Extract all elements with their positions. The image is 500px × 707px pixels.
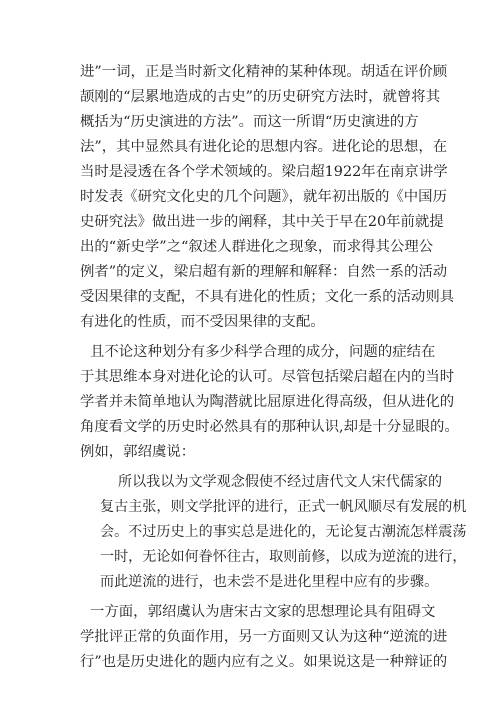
paragraph-line: 于其思维本身对进化论的认可。尽管包括梁启超在内的当时 [80, 369, 455, 385]
paragraph-line: 概括为“历史演进的方法”。而这一所谓“历史演进的方 [80, 114, 419, 130]
paragraph-line: 例者”的定义，梁启超有新的理解和解释：自然一系的活动 [80, 264, 448, 280]
paragraph-line: 例如，郭绍虞说： [80, 444, 196, 460]
paragraph-line: 进”一词，正是当时新文化精神的某种体现。胡适在评价顾 [80, 64, 448, 80]
paragraph-line: 时发表《研究文化史的几个问题》，就年初出版的《中国历 [80, 189, 447, 205]
paragraph-line: 且不论这种划分有多少科学合理的成分，问题的症结在 [90, 344, 436, 360]
quote-line: 所以我以为文学观念假使不经过唐代文人宋代儒家的 [118, 474, 443, 490]
quote-line: 复古主张，则文学批评的进行，正式一帆风顺尽有发展的机 [100, 499, 467, 515]
paragraph-line: 有进化的性质，而不受因果律的支配。 [80, 314, 325, 330]
paragraph-line: 史研究法》做出进一步的阐释，其中关于早在20年前就提 [80, 214, 444, 230]
paragraph-line: 角度看文学的历史时必然具有的那种认识,却是十分显眼的。 [80, 419, 459, 435]
quote-line: 一时，无论如何眷怀往古，取则前修，以成为逆流的进行， [100, 549, 467, 565]
paragraph-line: 受因果律的支配，不具有进化的性质；文化一系的活动则具 [80, 289, 455, 305]
paragraph-line: 当时是浸透在各个学术领域的。梁启超1922年在南京讲学 [80, 164, 448, 180]
paragraph-line: 颉刚的“层累地造成的古史”的历史研究方法时，就曾将其 [80, 89, 441, 105]
paragraph-line: 学者并未简单地认为陶潜就比屈原进化得高级，但从进化的 [80, 394, 455, 410]
paragraph-line: 法”，其中显然具有进化论的思想内容。进化论的思想，在 [80, 139, 448, 155]
quote-line: 而此逆流的进行，也未尝不是进化里程中应有的步骤。 [100, 574, 439, 590]
paragraph-line: 学批评正常的负面作用，另一方面则又认为这种“逆流的进 [80, 629, 448, 645]
paragraph-line: 行”也是历史进化的题内应有之义。如果说这是一种辩证的 [80, 654, 448, 670]
paragraph-line: 出的“新史学”之“叙述人群进化之现象，而求得其公理公 [80, 239, 434, 255]
paragraph-line: 一方面，郭绍虞认为唐宋古文家的思想理论具有阻碍文 [90, 604, 436, 620]
quote-line: 会。不过历史上的事实总是进化的，无论复古潮流怎样震荡 [100, 524, 467, 540]
